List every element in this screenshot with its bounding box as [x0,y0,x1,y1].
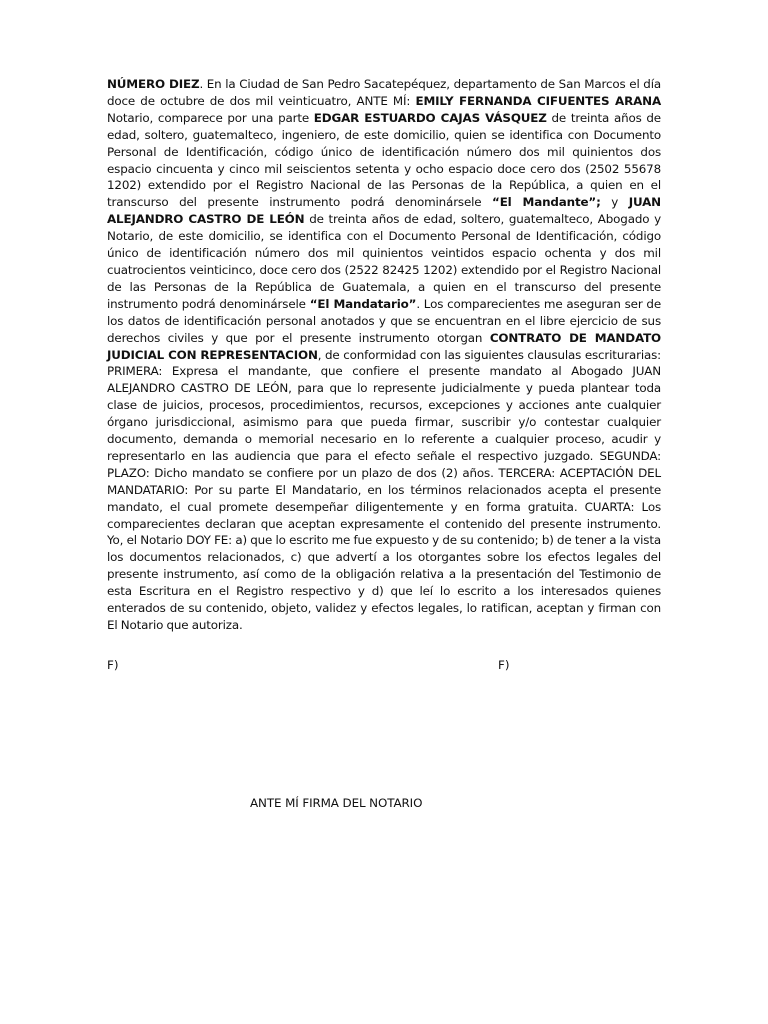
signature-right: F) [498,658,510,672]
mandante-name: EDGAR ESTUARDO CAJAS VÁSQUEZ [313,110,547,125]
contract-title: CONTRATO DE MANDATO JUDICIAL CON REPRESENTACION [107,330,661,362]
deed-number: NÚMERO DIEZ [107,77,200,91]
deed-text: . Los comparecientes me aseguran ser de los datos de identificación personal anotados y que se encuentran en el libre ejercicio de sus derechos civiles y que por el presente instrumento otorgan [107,296,661,345]
deed-text: y [600,195,629,210]
deed-text: de treinta años de edad, soltero, guatemalteco, Abogado y Notario, de este domicilio, se identifica con el Documento Personal de Identificación, código único de identificación número dos mil quinientos veintidos espacio ochenta y dos mil cuatrocientos veinticinco, doce cero dos (2522 82425 1202) extendido por el Registro Nacional de las Personas de la República de Guatemala, a quien en el transcurso del presente instrumento podrá denominársele [107,212,661,311]
deed-text: de treinta años de edad, soltero, guatemalteco, ingeniero, de este domicilio, quien se identifica con Documento Personal de Identificación, código único de identificación número dos mil quinientos dos espacio cincuenta y cinco mil seiscientos setenta y ocho espacio doce cero dos (2502 55678 1202) extendido por el Registro Nacional de las Personas de la República, a quien en el transcurso del presente instrumento podrá denominársele [107,110,661,210]
deed-text: Notario, comparece por una parte [107,110,314,125]
notary-name: EMILY FERNANDA CIFUENTES ARANA [415,93,661,108]
mandante-alias: “El Mandante”; [492,195,601,210]
mandatario-alias: “El Mandatario” [309,296,417,311]
deed-text: , de conformidad con las siguientes clausulas escriturarias: PRIMERA: Expresa el mandante, que confiere el presente mandato al Abogado JUAN ALEJANDRO CASTRO DE LEÓN, para que lo represente judicialmente y pueda plantear toda clase de juicios, procesos, procedimientos, recursos, excepciones y acciones ante cualquier órgano jurisdiccional, asimismo para que pueda firmar, suscribir y/o contestar cualquier documento, demanda o memorial necesario en lo referente a cualquier proceso, acudir y representarlo en las audiencia que para el efecto señale el respectivo juzgado. SEGUNDA: PLAZO: Dicho mandato se confiere por un plazo de dos (2) años. TERCERA: ACEPTACIÓN DEL MANDATARIO: Por su parte El Mandatario, en los términos relacionados acepta el presente mandato, el cual promete desempeñar diligentemente y en forma gratuita. CUARTA: Los comparecientes declaran que aceptan expresamente el contenido del presente instrumento. Yo, el Notario DOY FE: a) que lo escrito me fue expuesto y de su contenido; b) de tener a la vista los documentos relacionados, c) que advertí a los otorgantes sobre los efectos legales del presente instrumento, así como de la obligación relativa a la presentación del Testimonio de esta Escritura en el Registro respectivo y d) que leí lo escrito a los interesados quienes enterados de su contenido, objeto, validez y efectos legales, lo ratifican, aceptan y firman con El Notario que autoriza. [107,347,662,632]
signature-left: F) [107,658,119,672]
deed-text: . En la Ciudad de San Pedro Sacatepéquez, departamento de San Marcos el día doce de octubre de dos mil veinticuatro, ANTE MÍ: [107,77,661,108]
notary-signature-line: ANTE MÍ FIRMA DEL NOTARIO [250,796,423,810]
deed-paragraph [107,76,661,634]
mandatario-name: JUAN ALEJANDRO CASTRO DE LEÓN [107,195,661,227]
